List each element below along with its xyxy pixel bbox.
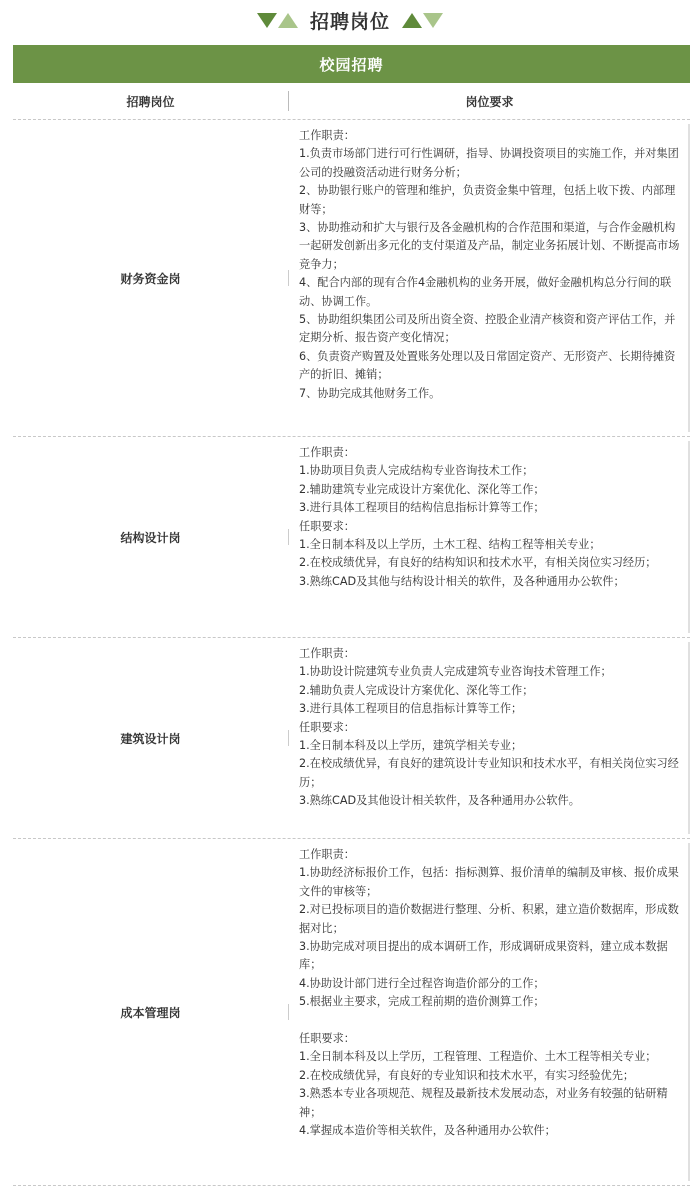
right-triangle-icon xyxy=(402,13,443,28)
row-edge xyxy=(688,441,690,633)
position-requirements: 工作职责： 1.负责市场部门进行可行性调研，指导、协调投资项目的实施工作，并对集团公司的投融资活动进行财务分析； 2、协助银行账户的管理和维护，负责资金集中管理，包括上收下拨、内部理财等； 3、协助推动和扩大与银行及各金融机构的合作范围和渠道，与合作金融机构一起研发创新出多元化的支付渠道及产品，制定业务拓展计划、不断提高市场竞争力； 4、配合内部的现有合作4金融机构的业务开展，做好金融机构总分行间的联动、协调工作。 5、协助组织集团公司及所出资全资、控股企业清产核资和资产评估工作，并定期分析、报告资产变化情况； 6、负责资产购置及处置账务处理以及日常固定资产、无形资产、长期待摊资产的折旧、摊销； 7、协助完成其他财务工作。 xyxy=(299,129,680,400)
position-name: 建筑设计岗 xyxy=(120,731,181,746)
row-divider xyxy=(288,270,289,286)
table-row xyxy=(13,839,690,1186)
row-divider xyxy=(288,730,289,746)
position-requirements: 工作职责： 1.协助设计院建筑专业负责人完成建筑专业咨询技术管理工作； 2.辅助负责人完成设计方案优化、深化等工作； 3.进行具体工程项目的信息指标计算等工作； 任职要求： 1.全日制本科及以上学历，建筑学相关专业； 2.在校成绩优异，有良好的建筑设计专业知识和技术水平，有相关岗位实习经历； 3.熟练CAD及其他设计相关软件，及各种通用办公软件。 xyxy=(299,647,679,808)
position-name: 财务资金岗 xyxy=(120,271,181,286)
table-row xyxy=(13,638,690,839)
row-edge xyxy=(688,843,690,1181)
row-edge xyxy=(688,642,690,834)
position-name: 成本管理岗 xyxy=(120,1005,181,1020)
position-name: 结构设计岗 xyxy=(120,530,181,545)
column-header-row xyxy=(13,83,690,120)
position-requirements: 工作职责： 1.协助经济标报价工作，包括：指标测算、报价清单的编制及审核、报价成果文件的审核等； 2.对已投标项目的造价数据进行整理、分析、积累，建立造价数据库，形成数据对比； 3.协助完成对项目提出的成本调研工作，形成调研成果资料，建立成本数据库； 4.协助设计部门进行全过程咨询造价部分的工作； 5.根据业主要求，完成工程前期的造价测算工作； 任职要求： 1.全日制本科及以上学历，工程管理、工程造价、土木工程等相关专业； 2.在校成绩优异，有良好的专业知识和技术水平，有实习经验优先； 3.熟悉本专业各项规范、规程及最新技术发展动态，对业务有较强的钻研精神； 4.掌握成本造价等相关软件，及各种通用办公软件； xyxy=(299,848,679,1138)
position-requirements: 工作职责： 1.协助项目负责人完成结构专业咨询技术工作； 2.辅助建筑专业完成设计方案优化、深化等工作； 3.进行具体工程项目的结构信息指标计算等工作； 任职要求： 1.全日制本科及以上学历，土木工程、结构工程等相关专业； 2.在校成绩优异，有良好的结构知识和技术水平，有相关岗位实习经历； 3.熟练CAD及其他与结构设计相关的软件，及各种通用办公软件； xyxy=(299,446,657,588)
column-header-requirements: 岗位要求 xyxy=(465,94,514,109)
left-triangle-icon xyxy=(257,13,298,28)
page-title: 招聘岗位 xyxy=(309,10,390,33)
row-edge xyxy=(688,124,690,432)
row-divider xyxy=(288,1004,289,1020)
table-banner: 校园招聘 xyxy=(13,45,690,83)
page-header xyxy=(0,0,700,40)
row-divider xyxy=(288,529,289,545)
table-row xyxy=(13,437,690,638)
column-header-position: 招聘岗位 xyxy=(126,94,175,109)
recruitment-table xyxy=(13,45,690,1186)
table-row xyxy=(13,120,690,437)
